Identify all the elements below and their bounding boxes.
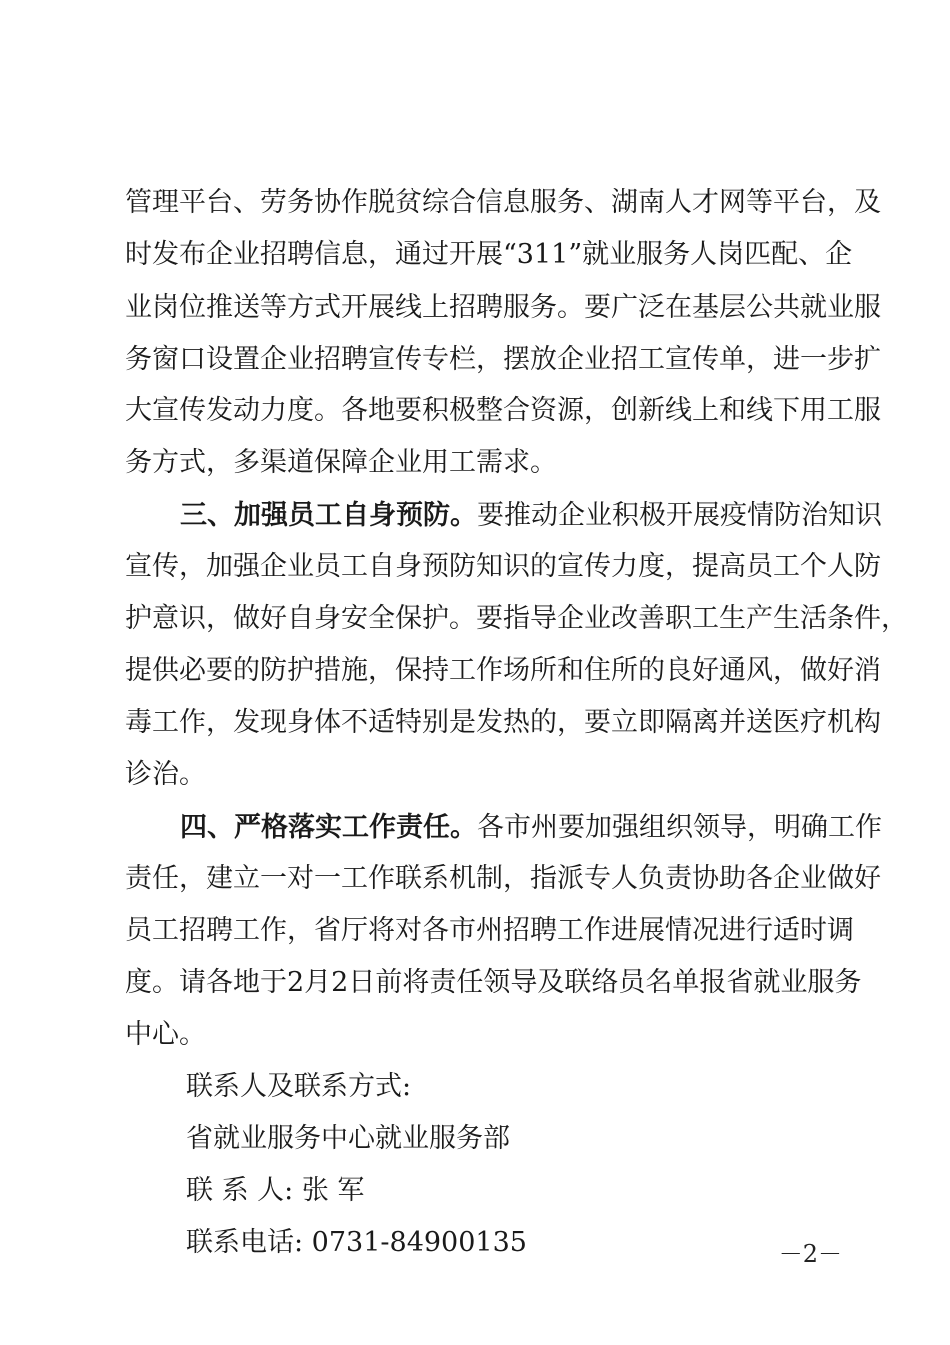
paragraph-line: 护意识，做好自身安全保护。要指导企业改善职工生产生活条件， — [125, 603, 908, 634]
paragraph-line: 度。请各地于2月2日前将责任领导及联络员名单报省就业服务 — [125, 967, 862, 998]
paragraph-line: 务窗口设置企业招聘宣传专栏，摆放企业招工宣传单，进一步扩 — [125, 344, 881, 375]
section-4-heading: 四、严格落实工作责任。 — [180, 812, 477, 843]
paragraph-line: 管理平台、劳务协作脱贫综合信息服务、湖南人才网等平台，及 — [125, 187, 881, 218]
section-3-heading: 三、加强员工自身预防。 — [180, 500, 477, 531]
contact-person: 联 系 人: 张 军 — [186, 1175, 365, 1206]
paragraph-line: 中心。 — [125, 1019, 206, 1050]
paragraph-line: 员工招聘工作，省厅将对各市州招聘工作进展情况进行适时调 — [125, 915, 854, 946]
paragraph-line: 务方式，多渠道保障企业用工需求。 — [125, 447, 557, 478]
section-3-first-line-text: 要推动企业积极开展疫情防治知识 — [477, 500, 882, 531]
paragraph-line: 时发布企业招聘信息，通过开展“311”就业服务人岗匹配、企 — [125, 239, 853, 270]
section-4-first-line-text: 各市州要加强组织领导，明确工作 — [477, 812, 882, 843]
contact-intro: 联系人及联系方式: — [186, 1071, 412, 1102]
section-3-first-line — [180, 496, 882, 536]
paragraph-line: 诊治。 — [125, 759, 206, 790]
paragraph-line: 毒工作，发现身体不适特别是发热的，要立即隔离并送医疗机构 — [125, 707, 881, 738]
paragraph-line: 业岗位推送等方式开展线上招聘服务。要广泛在基层公共就业服 — [125, 292, 881, 323]
paragraph-line: 提供必要的防护措施，保持工作场所和住所的良好通风，做好消 — [125, 655, 881, 686]
contact-department: 省就业服务中心就业服务部 — [186, 1123, 510, 1154]
paragraph-line: 责任，建立一对一工作联系机制，指派专人负责协助各企业做好 — [125, 863, 881, 894]
page-number: －2－ — [778, 1240, 842, 1268]
section-4-first-line — [180, 808, 882, 848]
paragraph-line: 大宣传发动力度。各地要积极整合资源，创新线上和线下用工服 — [125, 395, 881, 426]
paragraph-line: 宣传，加强企业员工自身预防知识的宣传力度，提高员工个人防 — [125, 551, 881, 582]
contact-phone: 联系电话: 0731-84900135 — [186, 1227, 527, 1258]
